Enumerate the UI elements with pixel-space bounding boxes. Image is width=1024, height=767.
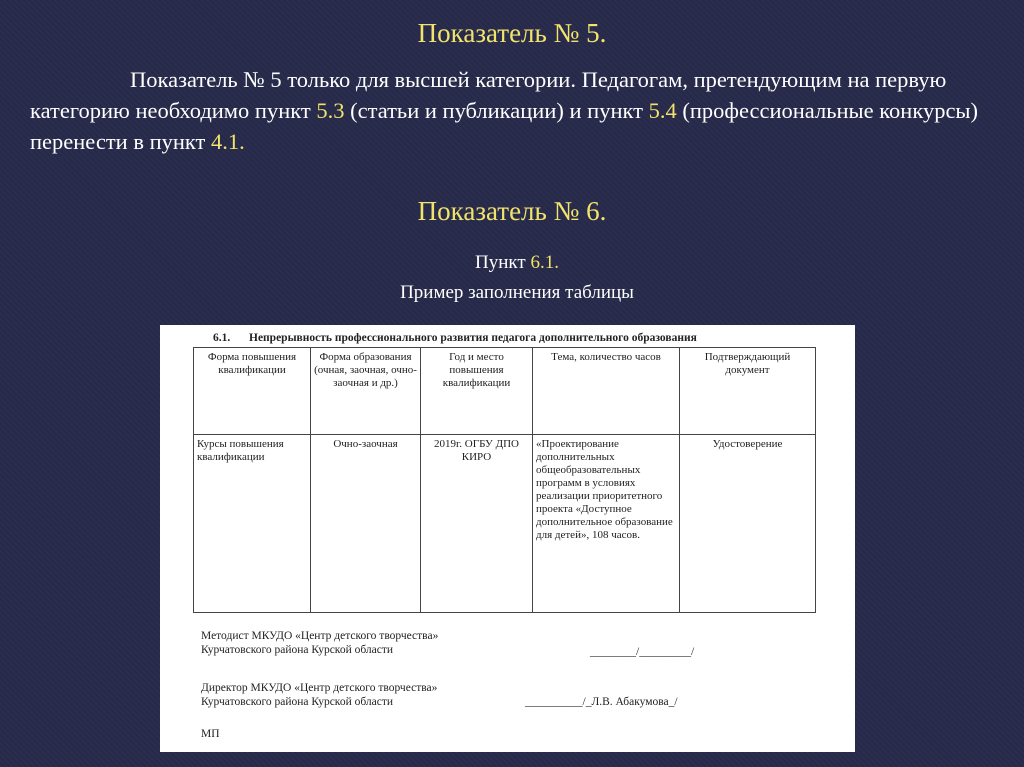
- document-title: [213, 332, 697, 344]
- signature-director: [201, 681, 437, 709]
- table-header-cell: Тема, количество часов: [533, 348, 680, 435]
- signature-methodist-line1: Методист МКУДО «Центр детского творчества»: [201, 630, 439, 642]
- table-cell: 2019г. ОГБУ ДПО КИРО: [421, 435, 533, 613]
- paragraph-text-2: (статьи и публикации) и пункт: [344, 98, 649, 123]
- subtitle-point: [0, 252, 1024, 274]
- heading-indicator-5: Показатель № 5.: [417, 18, 607, 48]
- document-number: 6.1.: [213, 332, 231, 344]
- signature-director-blank: __________/_Л.В. Абакумова_/: [525, 696, 678, 708]
- paragraph-ref-5-3: 5.3: [316, 98, 345, 123]
- table-cell: Удостоверение: [680, 435, 816, 613]
- instruction-paragraph: [30, 64, 990, 157]
- table-cell: Курсы повышения квалификации: [194, 435, 311, 613]
- paragraph-ref-4-1: 4.1.: [211, 129, 245, 154]
- heading-indicator-6: Показатель № 6.: [417, 196, 607, 226]
- signature-director-line2: Курчатовского района Курской области: [201, 696, 394, 708]
- subtitle-prefix: Пункт: [475, 252, 531, 273]
- table-header-cell: Год и место повышения квалификации: [421, 348, 533, 435]
- paragraph-text-1: Показатель № 5 только для высшей категории. Педагогам, претендующим на первую категорию необходимо пункт: [30, 67, 947, 123]
- table-row: [194, 435, 816, 613]
- table-cell: Очно-заочная: [311, 435, 421, 613]
- qualification-table: [193, 347, 816, 613]
- paragraph-text-3: (профессиональные конкурсы) перенести в пункт: [30, 98, 979, 154]
- document-sample: [160, 325, 855, 752]
- signature-methodist: [201, 629, 438, 657]
- table-header-row: [194, 348, 816, 435]
- table-header-cell: Форма образования (очная, заочная, очно-заочная и др.): [311, 348, 421, 435]
- subtitle-example: Пример заполнения таблицы: [400, 282, 634, 303]
- table-header-cell: Подтверждающий документ: [680, 348, 816, 435]
- table-cell: «Проектирование дополнительных общеобразовательных программ в условиях реализации приоритетного проекта «Доступное дополнительное образование для детей», 108 часов.: [533, 435, 680, 613]
- signature-methodist-blank: ________/_________/: [590, 646, 695, 658]
- document-title-text: Непрерывность профессионального развития педагога дополнительного образования: [249, 332, 697, 344]
- table-header-cell: Форма повышения квалификации: [194, 348, 311, 435]
- subtitle-ref: 6.1.: [530, 252, 559, 273]
- paragraph-ref-5-4: 5.4: [648, 98, 677, 123]
- signature-director-line1: Директор МКУДО «Центр детского творчества»: [201, 682, 438, 694]
- stamp-place: МП: [201, 728, 220, 740]
- signature-methodist-line2: Курчатовского района Курской области: [201, 644, 394, 656]
